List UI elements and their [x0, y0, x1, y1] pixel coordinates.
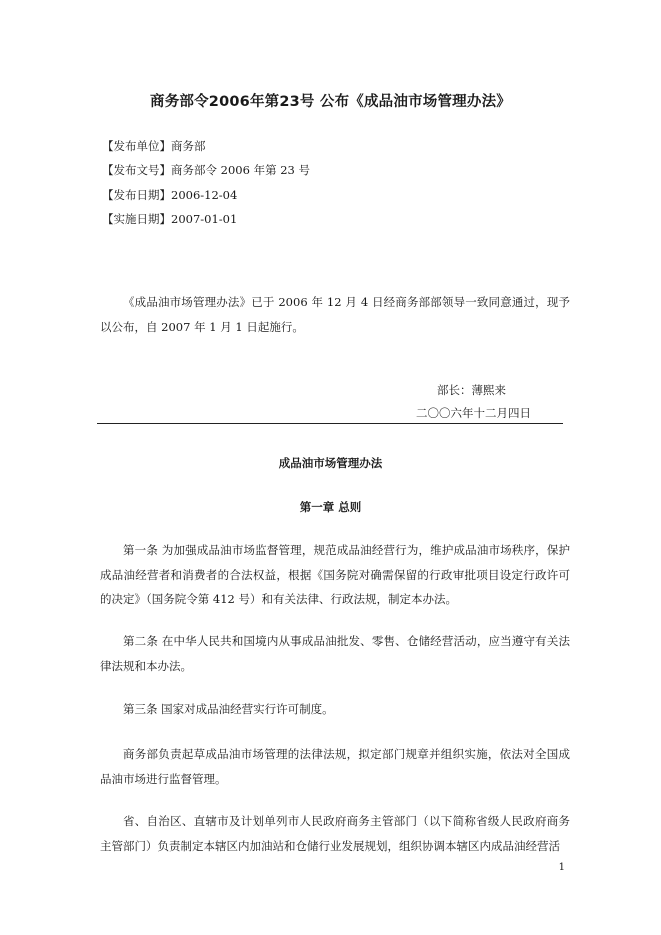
- announcement-paragraph: [100, 290, 570, 339]
- meta-label: 【实施日期】: [102, 211, 171, 226]
- article-text: 第二条 在中华人民共和国境内从事成品油批发、零售、仓储经营活动，应当遵守有关法律法规和本办法。: [100, 634, 570, 673]
- chapter-title: 第一章 总则: [299, 500, 362, 514]
- article-text: 省、自治区、直辖市及计划单列市人民政府商务主管部门（以下简称省级人民政府商务主管部门）负责制定本辖区内加油站和仓储行业发展规划，组织协调本辖区内成品油经营活: [100, 814, 570, 853]
- meta-label: 【发布日期】: [102, 187, 171, 202]
- signatory: 部长：薄熙来: [437, 383, 506, 397]
- meta-issue-date: [102, 183, 310, 207]
- article-3: [100, 697, 570, 722]
- announcement-text: 《成品油市场管理办法》已于 2006 年 12 月 4 日经商务部部领导一致同意通过，现予以公布，自 2007 年 1 月 1 日起施行。: [100, 295, 570, 334]
- metadata-block: [102, 134, 310, 231]
- meta-value: 2007-01-01: [171, 211, 238, 226]
- article-3-paragraph-2: [100, 742, 570, 791]
- page-number: 1: [558, 862, 565, 873]
- meta-label: 【发布文号】: [102, 163, 171, 178]
- meta-value: 商务部: [171, 139, 206, 153]
- meta-doc-number: [102, 158, 310, 182]
- article-text: 第三条 国家对成品油经营实行许可制度。: [123, 702, 334, 716]
- meta-label: 【发布单位】: [102, 139, 171, 153]
- meta-effective-date: [102, 207, 310, 231]
- meta-value: 2006-12-04: [171, 187, 238, 202]
- sign-date: 二〇〇六年十二月四日: [416, 406, 531, 420]
- article-text: 第一条 为加强成品油市场监督管理，规范成品油经营行为，维护成品油市场秩序，保护成品油经营者和消费者的合法权益，根据《国务院对确需保留的行政审批项目设定行政许可的决定》（国务院令第 412 号）和有关法律、行政法规，制定本办法。: [100, 543, 570, 606]
- article-3-paragraph-3: [100, 809, 570, 858]
- article-1: [100, 538, 570, 612]
- divider: [97, 423, 563, 424]
- document-title: 商务部令2006年第23号 公布《成品油市场管理办法》: [150, 94, 511, 110]
- regulation-title: 成品油市场管理办法: [278, 456, 383, 470]
- article-2: [100, 629, 570, 678]
- meta-issuer: [102, 134, 310, 158]
- meta-value: 商务部令 2006 年第 23 号: [171, 163, 311, 178]
- article-text: 商务部负责起草成品油市场管理的法律法规，拟定部门规章并组织实施，依法对全国成品油市场进行监督管理。: [100, 747, 570, 786]
